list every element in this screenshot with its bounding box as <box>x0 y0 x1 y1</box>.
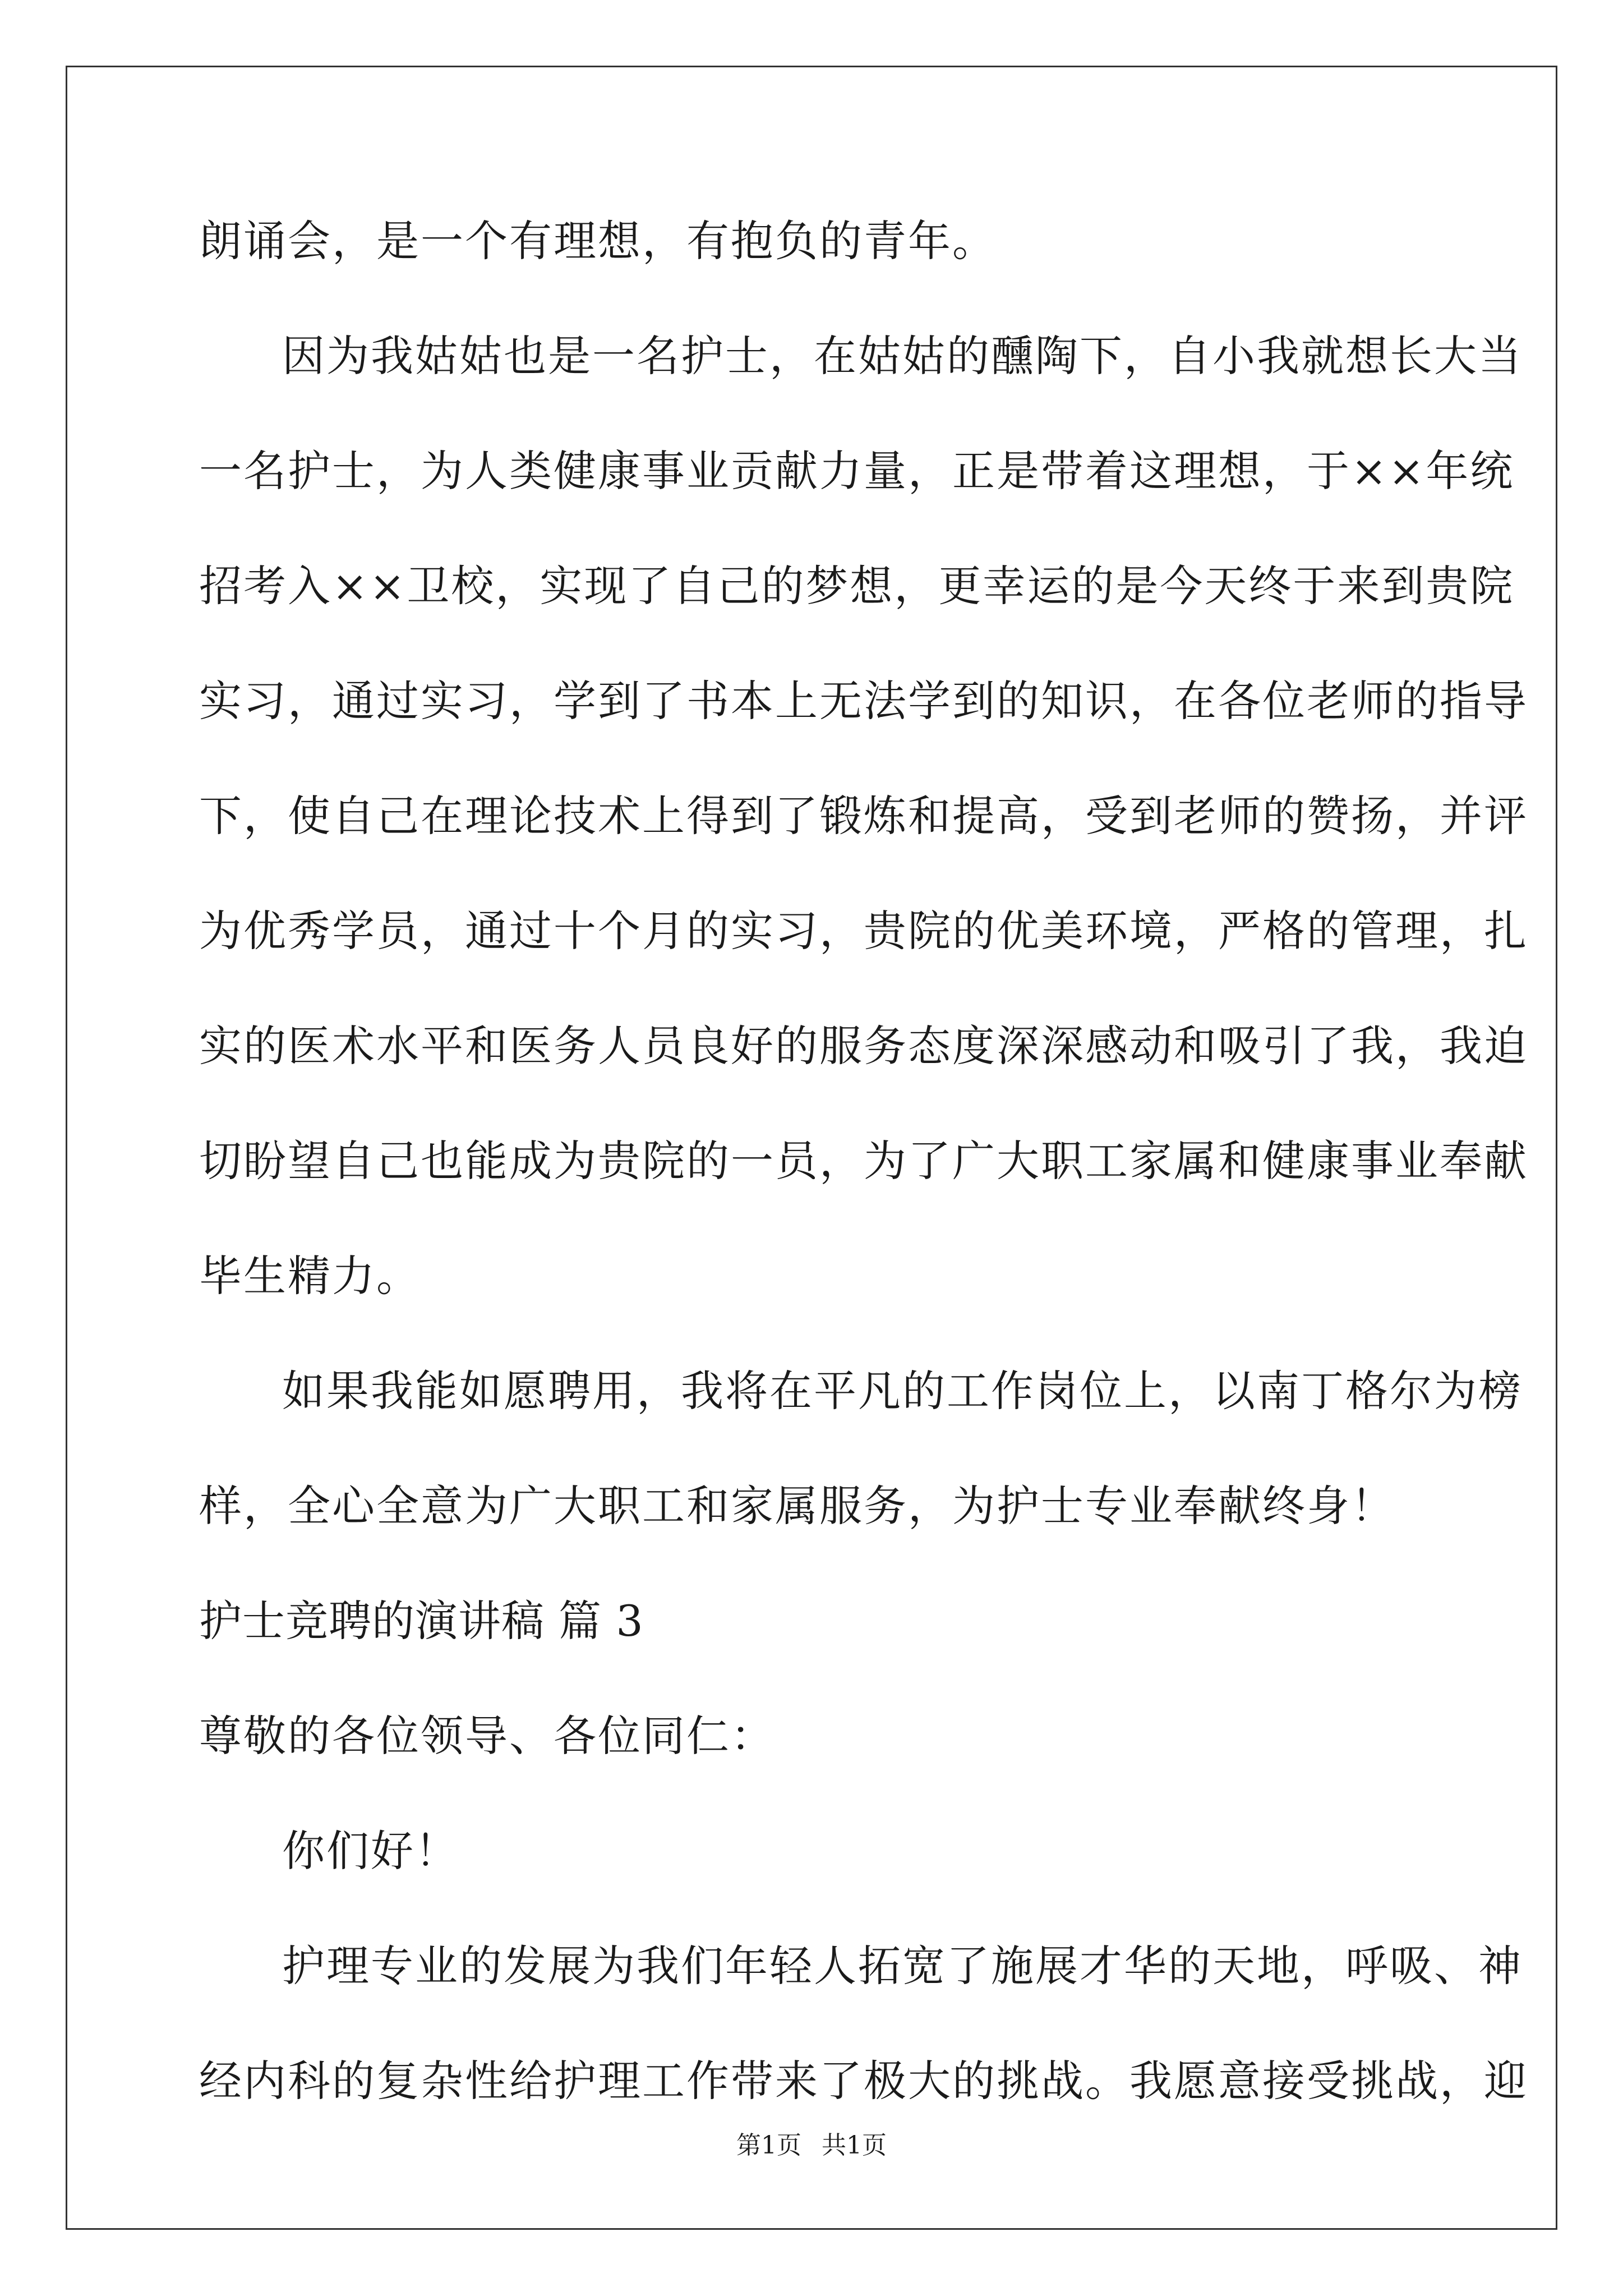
text-line: 一名护士，为人类健康事业贡献力量，正是带着这理想，于××年统 <box>199 446 1515 496</box>
paragraph-first-line: 因为我姑姑也是一名护士，在姑姑的醺陶下，自小我就想长大当 <box>282 331 1523 381</box>
text-line: 朗诵会，是一个有理想，有抱负的青年。 <box>199 216 997 266</box>
page-number: 第1页 <box>736 2131 801 2160</box>
text-line: 下，使自己在理论技术上得到了锻炼和提高，受到老师的赞扬，并评 <box>199 791 1528 841</box>
section-heading: 护士竞聘的演讲稿 篇 3 <box>199 1596 644 1646</box>
text-line: 样，全心全意为广大职工和家属服务，为护士专业奉献终身！ <box>199 1481 1395 1531</box>
paragraph-first-line: 如果我能如愿聘用，我将在平凡的工作岗位上，以南丁格尔为榜 <box>282 1366 1523 1416</box>
text-line: 实的医术水平和医务人员良好的服务态度深深感动和吸引了我，我迫 <box>199 1021 1528 1071</box>
text-line: 为优秀学员，通过十个月的实习，贵院的优美环境，严格的管理，扎 <box>199 906 1528 956</box>
page-total: 共1页 <box>822 2131 887 2160</box>
text-line: 毕生精力。 <box>199 1251 421 1301</box>
page-footer <box>0 2129 1623 2162</box>
paragraph-first-line: 护理专业的发展为我们年轻人拓宽了施展才华的天地，呼吸、神 <box>282 1941 1523 1991</box>
greeting: 你们好！ <box>282 1826 459 1876</box>
salutation: 尊敬的各位领导、各位同仁： <box>199 1711 775 1761</box>
text-line: 切盼望自己也能成为贵院的一员，为了广大职工家属和健康事业奉献 <box>199 1136 1528 1186</box>
text-line: 招考入××卫校，实现了自己的梦想，更幸运的是今天终于来到贵院 <box>199 561 1515 611</box>
text-line: 经内科的复杂性给护理工作带来了极大的挑战。我愿意接受挑战，迎 <box>199 2056 1528 2106</box>
text-line: 实习，通过实习，学到了书本上无法学到的知识，在各位老师的指导 <box>199 676 1528 726</box>
